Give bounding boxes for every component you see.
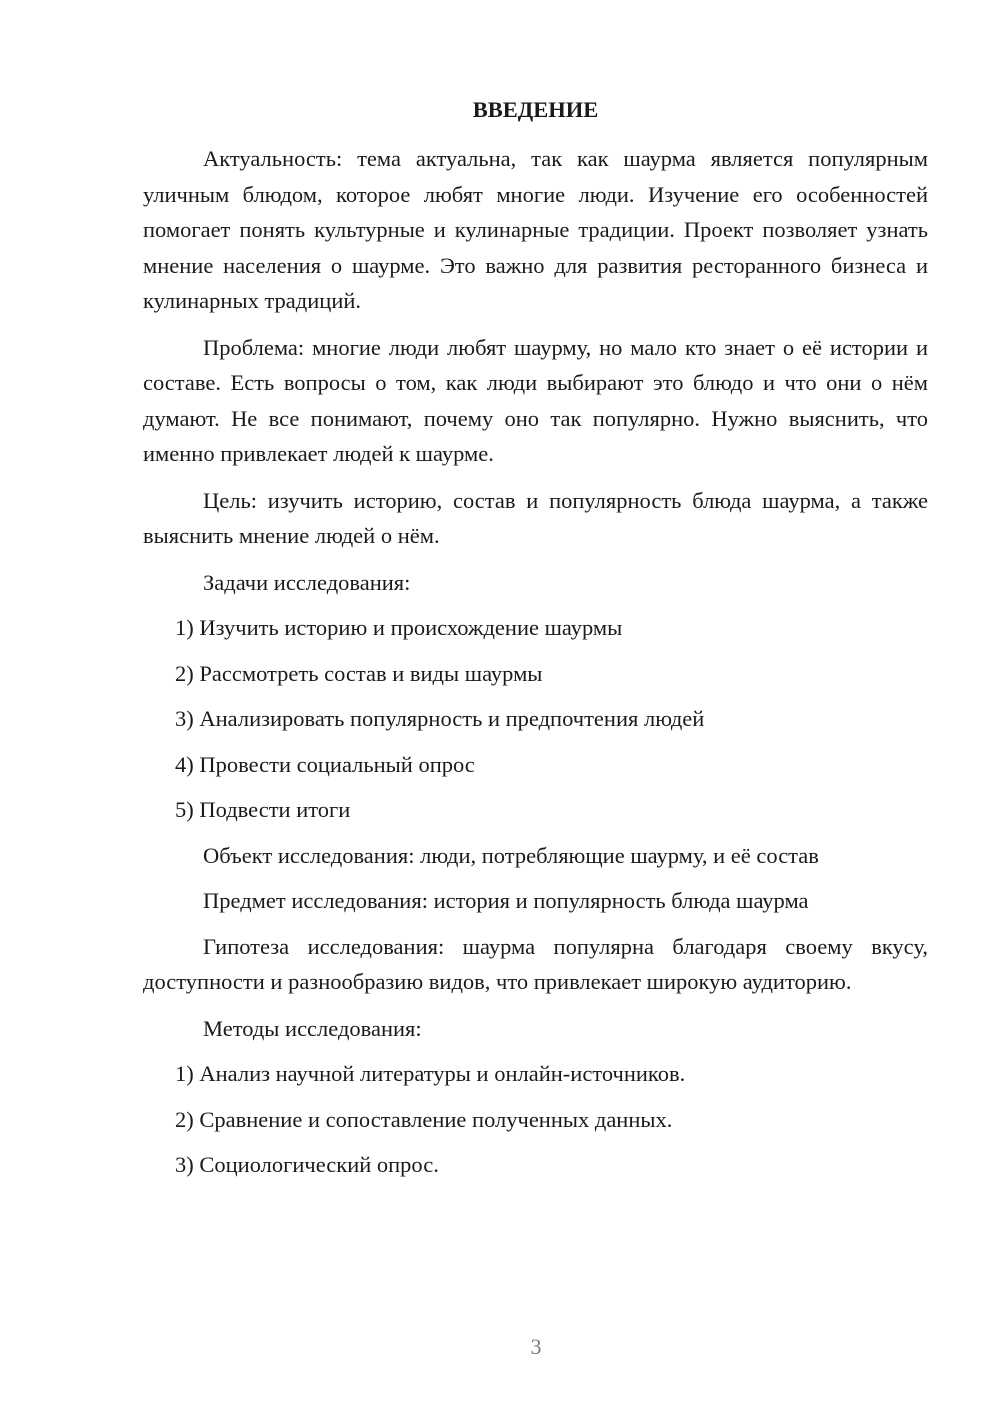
- relevance-paragraph: Актуальность: тема актуальна, так как шаурма является популярным уличным блюдом, которое любят многие люди. Изучение его особенностей помогает понять культурные и кулинарные традиции. Проект позволяет узнать мнение населения о шаурме. Это важно для развития ресторанного бизнеса и кулинарных традиций.: [143, 146, 928, 313]
- goal-paragraph: Цель: изучить историю, состав и популярность блюда шаурма, а также выяснить мнение людей о нём.: [143, 487, 928, 548]
- task-item: 1) Изучить историю и происхождение шаурмы: [175, 615, 623, 640]
- task-item: 3) Анализировать популярность и предпочтения людей: [175, 706, 705, 731]
- methods-title: Методы исследования:: [203, 1015, 422, 1041]
- method-item: 3) Социологический опрос.: [175, 1152, 439, 1177]
- section-heading: ВВЕДЕНИЕ: [472, 97, 599, 122]
- method-item: 2) Сравнение и сопоставление полученных данных.: [175, 1106, 673, 1132]
- subject-line: Предмет исследования: история и популярность блюда шаурма: [203, 888, 809, 913]
- task-item: 5) Подвести итоги: [175, 797, 351, 822]
- task-item: 2) Рассмотреть состав и виды шаурмы: [175, 660, 543, 686]
- method-item: 1) Анализ научной литературы и онлайн-источников.: [175, 1061, 686, 1086]
- document-body: [143, 92, 928, 1193]
- problem-paragraph: Проблема: многие люди любят шаурму, но мало кто знает о её истории и составе. Есть вопросы о том, как люди выбирают это блюдо и что они о нём думают. Не все понимают, почему оно так популярно. Нужно выяснить, что именно привлекает людей к шаурме.: [143, 334, 928, 466]
- page-number: 3: [530, 1334, 542, 1359]
- object-line: Объект исследования: люди, потребляющие шаурму, и её состав: [203, 842, 819, 868]
- hypothesis-paragraph: Гипотеза исследования: шаурма популярна благодаря своему вкусу, доступности и разнообразию видов, что привлекает широкую аудиторию.: [143, 933, 928, 994]
- tasks-title: Задачи исследования:: [203, 569, 411, 595]
- task-item: 4) Провести социальный опрос: [175, 751, 475, 777]
